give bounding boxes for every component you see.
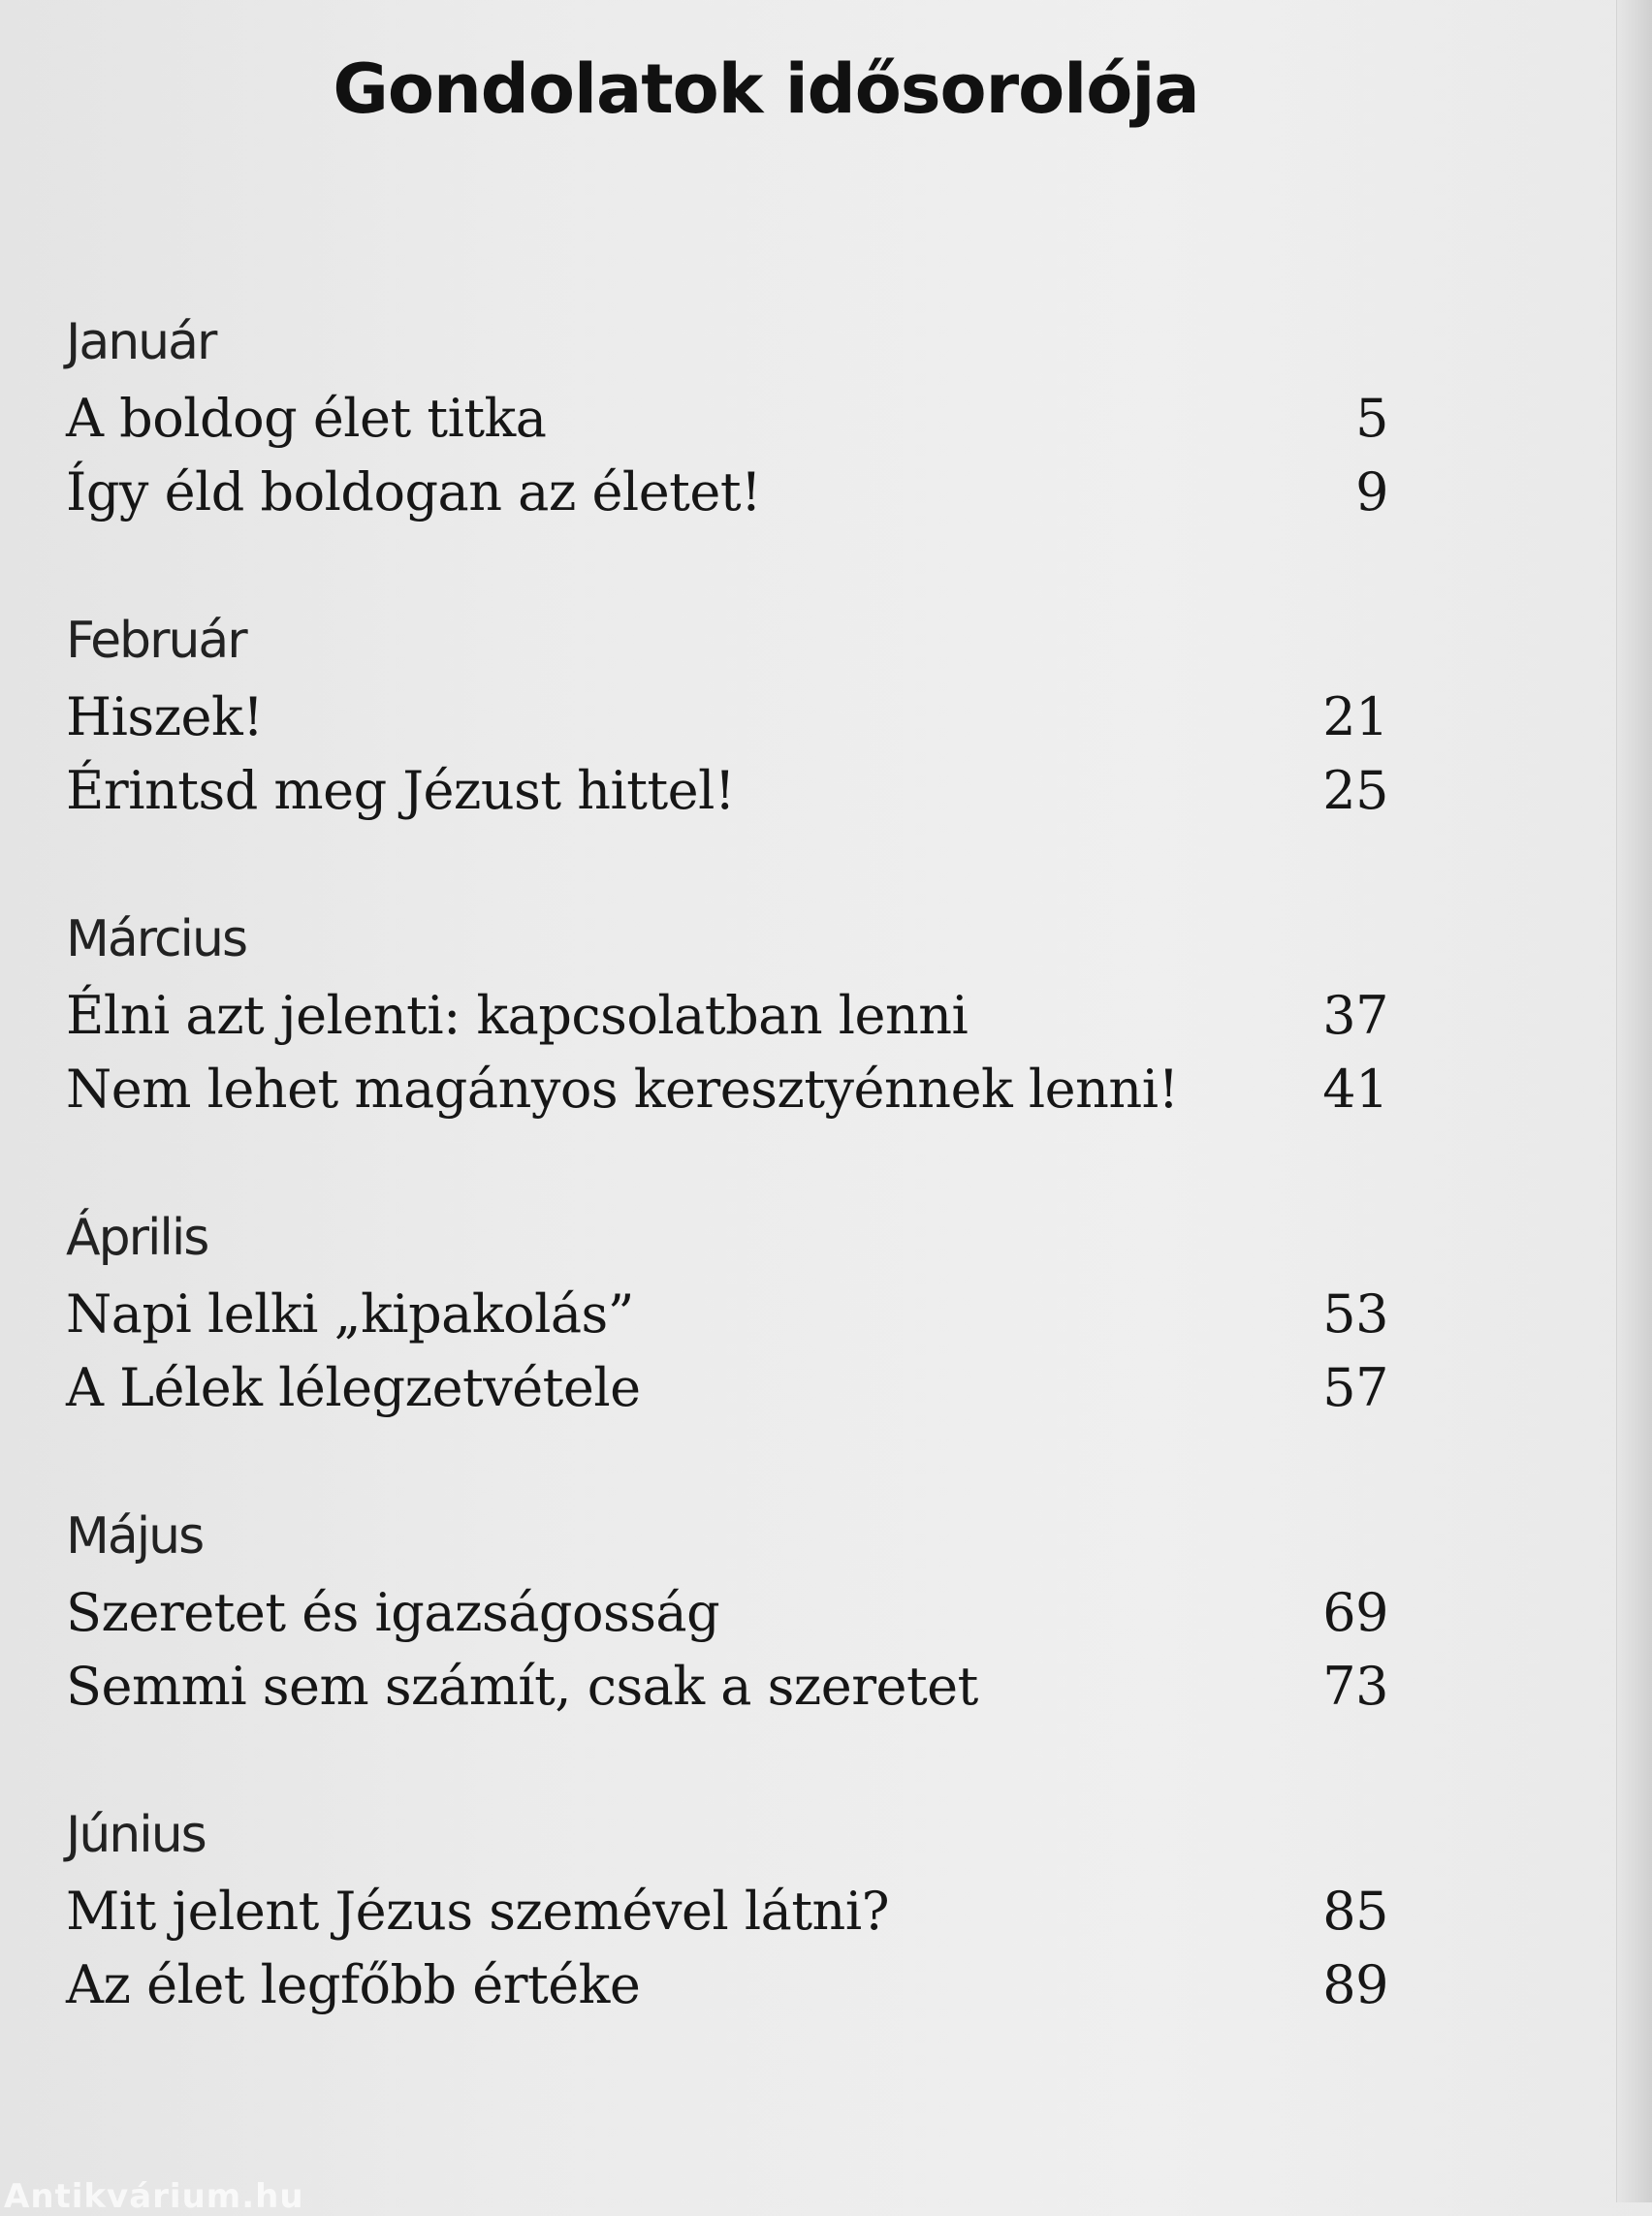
watermark: Antikvárium.hu [4, 2177, 304, 2216]
entry-title: Mit jelent Jézus szemével látni? [66, 1881, 890, 1942]
entry-page-number: 73 [1322, 1656, 1388, 1717]
entry-page-number: 57 [1322, 1357, 1388, 1418]
page-title: Gondolatok idősorolója [333, 48, 1199, 129]
month-heading: Január [66, 313, 216, 371]
entry-title: Szeretet és igazságosság [66, 1582, 720, 1643]
toc-entry [66, 1053, 1388, 1126]
entry-page-number: 85 [1322, 1881, 1388, 1942]
page-edge [1617, 0, 1652, 2202]
month-heading: Április [66, 1209, 208, 1267]
entry-title: Érintsd meg Jézust hittel! [66, 760, 736, 821]
month-section-januar [66, 302, 1388, 529]
toc-entry [66, 1278, 1388, 1351]
entry-title: Élni azt jelenti: kapcsolatban lenni [66, 985, 969, 1046]
entry-title: Az élet legfőbb értéke [66, 1954, 641, 2015]
entry-title: Nem lehet magányos keresztyénnek lenni! [66, 1059, 1179, 1120]
table-of-contents [66, 302, 1388, 2094]
toc-entry [66, 456, 1388, 529]
entry-title: Napi lelki „kipakolás” [66, 1283, 634, 1345]
entry-title: Így éld boldogan az életet! [66, 461, 762, 522]
entry-page-number: 89 [1322, 1954, 1388, 2015]
month-heading: Június [66, 1806, 206, 1864]
month-section-aprilis [66, 1198, 1388, 1425]
toc-entry [66, 681, 1388, 754]
entry-page-number: 21 [1322, 686, 1388, 747]
month-section-majus [66, 1497, 1388, 1724]
entry-title: Hiszek! [66, 686, 264, 747]
toc-entry [66, 1650, 1388, 1724]
month-section-junius [66, 1795, 1388, 2022]
entry-page-number: 37 [1322, 985, 1388, 1046]
month-section-februar [66, 601, 1388, 828]
toc-entry [66, 979, 1388, 1053]
month-heading: Február [66, 612, 246, 670]
toc-entry [66, 1351, 1388, 1425]
entry-page-number: 25 [1322, 760, 1388, 821]
toc-entry [66, 1875, 1388, 1948]
entry-page-number: 69 [1322, 1582, 1388, 1643]
entry-page-number: 5 [1355, 388, 1388, 449]
entry-title: A Lélek lélegzetvétele [66, 1357, 641, 1418]
month-section-marcius [66, 900, 1388, 1126]
entry-page-number: 41 [1322, 1059, 1388, 1120]
entry-title: A boldog élet titka [66, 388, 547, 449]
toc-entry [66, 382, 1388, 456]
entry-title: Semmi sem számít, csak a szeretet [66, 1656, 978, 1717]
entry-page-number: 53 [1322, 1283, 1388, 1345]
month-heading: Május [66, 1507, 204, 1566]
toc-entry [66, 1576, 1388, 1650]
entry-page-number: 9 [1355, 461, 1388, 522]
toc-entry [66, 754, 1388, 828]
month-heading: Március [66, 910, 247, 968]
toc-entry [66, 1948, 1388, 2022]
